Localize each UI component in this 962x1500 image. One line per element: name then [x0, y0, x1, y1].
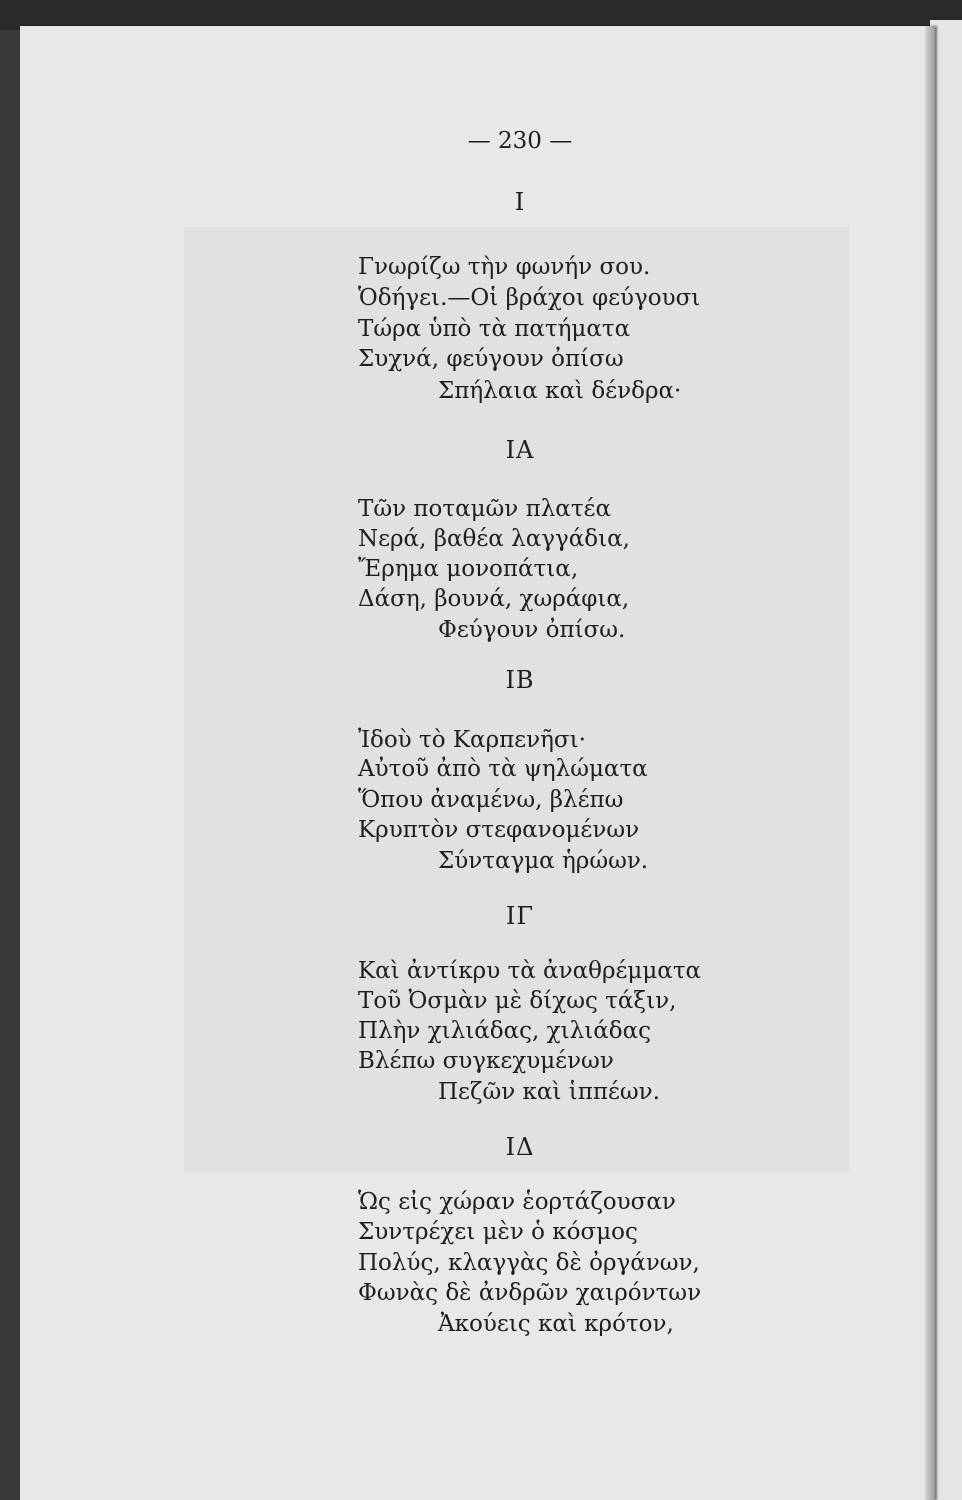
verse-line: Γνωρίζω τὴν φωνήν σου. [358, 254, 651, 280]
verse-line: Ἰδοὺ τὸ Καρπενῆσι· [358, 727, 586, 753]
verse-line: Πλὴν χιλιάδας, χιλιάδας [358, 1018, 652, 1044]
verse-line: Συχνά, φεύγουν ὀπίσω [358, 346, 624, 372]
page-gutter-shadow [925, 26, 935, 1500]
verse-line: Τώρα ὑπὸ τὰ πατήματα [358, 316, 631, 342]
verse-line: Σύνταγμα ἡρώων. [438, 848, 649, 874]
verse-line: Ὅπου ἀναμένω, βλέπω [358, 787, 624, 813]
verse-line: Φωνὰς δὲ ἀνδρῶν χαιρόντων [358, 1280, 702, 1306]
stanza-heading: ΙΒ [505, 666, 535, 694]
verse-line: Καὶ ἀντίκρυ τὰ ἀναθρέμματα [358, 958, 702, 984]
stanza-heading: Ι [514, 188, 526, 216]
verse-line: Σπήλαια καὶ δένδρα· [438, 378, 682, 404]
verse-line: Πολύς, κλαγγὰς δὲ ὀργάνων, [358, 1250, 700, 1276]
verse-line: Νερά, βαθέα λαγγάδια, [358, 526, 630, 552]
verse-line: Ὁδήγει.—Οἱ βράχοι φεύγουσι [358, 285, 701, 311]
page-number: — 230 — [467, 128, 573, 154]
stanza-heading: ΙΓ [505, 902, 535, 930]
verse-line: Αὐτοῦ ἀπὸ τὰ ψηλώματα [358, 756, 648, 782]
verse-line: Συντρέχει μὲν ὁ κόσμος [358, 1219, 638, 1245]
verse-line: Τῶν ποταμῶν πλατέα [358, 496, 611, 522]
stanza-heading: ΙΔ [505, 1133, 535, 1161]
verse-line: Ὡς εἰς χώραν ἑορτάζουσαν [358, 1189, 676, 1215]
verse-line: Βλέπω συγκεχυμένων [358, 1048, 614, 1074]
verse-line: Δάση, βουνά, χωράφια, [358, 586, 630, 612]
verse-line: Φεύγουν ὀπίσω. [438, 617, 626, 643]
verse-line: Πεζῶν καὶ ἱππέων. [438, 1079, 660, 1105]
stanza-heading: ΙΑ [505, 436, 535, 464]
verse-line: Ἀκούεις καὶ κρότον, [438, 1311, 674, 1337]
verse-line: Κρυπτὸν στεφανομένων [358, 817, 640, 843]
verse-line: Ἔρημα μονοπάτια, [358, 556, 579, 582]
verse-line: Τοῦ Ὀσμὰν μὲ δίχως τάξιν, [358, 988, 677, 1014]
